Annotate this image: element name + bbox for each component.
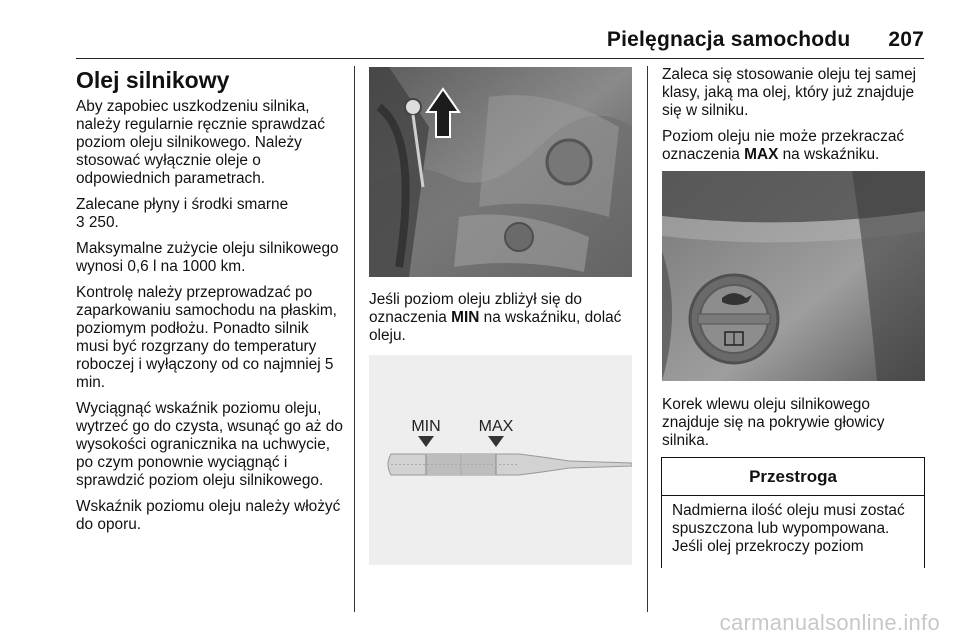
- page-reference-link[interactable]: 3 250.: [76, 214, 119, 231]
- paragraph: Kontrolę należy przeprowadzać po zaparkowaniu samochodu na płaskim, poziomym podłożu. Ponadto silnik musi być rozgrzany do temperatury roboczej i wyłączony od co najmniej 5 min.: [76, 284, 337, 391]
- header-title: Pielęgnacja samochodu: [606, 28, 851, 51]
- paragraph: Wskaźnik poziomu oleju należy włożyć do oporu.: [76, 498, 341, 533]
- paragraph: Zaleca się stosowanie oleju tej samej klasy, jaką ma olej, który już znajduje się w silniku.: [662, 66, 917, 119]
- column-1: [76, 66, 344, 542]
- header-rule: [76, 58, 924, 59]
- paragraph: Wyciągnąć wskaźnik poziomu oleju, wytrzeć go do czysta, wsunąć go aż do wysokości ogranicznika na uchwycie, po czym ponownie wyciągnąć i sprawdzić poziom oleju silnikowego.: [76, 400, 343, 489]
- column-3-lower-text: [662, 396, 926, 458]
- paragraph: Korek wlewu oleju silnikowego znajduje się na pokrywie głowicy silnika.: [662, 396, 885, 449]
- engine-dipstick-photo: [369, 67, 632, 277]
- paragraph-min: Jeśli poziom oleju zbliżył się do oznaczenia MIN na wskaźniku, dolać oleju.: [369, 291, 622, 344]
- caution-text: Nadmierna ilość oleju musi zostać spuszczona lub wypompowana. Jeśli olej przekroczy poziom: [672, 502, 905, 555]
- paragraph: Aby zapobiec uszkodzeniu silnika, należy regularnie ręcznie sprawdzać poziom oleju silnikowego. Należy stosować wyłącznie oleje o odpowiednich parametrach.: [76, 98, 325, 187]
- column-divider-1: [354, 66, 355, 612]
- oil-filler-cap-photo: [662, 171, 925, 381]
- caution-title: Przestroga: [662, 458, 924, 496]
- column-2-text: [369, 291, 633, 353]
- max-mark-label: MAX: [478, 418, 514, 435]
- paragraph-reference: [76, 196, 344, 232]
- dipstick-illustration: [369, 355, 632, 565]
- paragraph-max: Poziom oleju nie może przekraczać oznaczenia MAX na wskaźniku.: [662, 128, 905, 163]
- reference-text: Zalecane płyny i środki smarne: [76, 196, 289, 213]
- caution-box: [661, 457, 925, 568]
- page-header: [607, 28, 924, 52]
- column-divider-2: [647, 66, 648, 612]
- page-number: 207: [888, 28, 924, 51]
- min-keyword: MIN: [451, 309, 480, 326]
- max-keyword: MAX: [744, 146, 779, 163]
- watermark: carmanualsonline.info: [719, 610, 940, 635]
- paragraph: Maksymalne zużycie oleju silnikowego wynosi 0,6 l na 1000 km.: [76, 240, 339, 275]
- column-3: [662, 66, 926, 172]
- section-heading: Olej silnikowy: [76, 67, 230, 93]
- min-mark-label: MIN: [411, 418, 441, 435]
